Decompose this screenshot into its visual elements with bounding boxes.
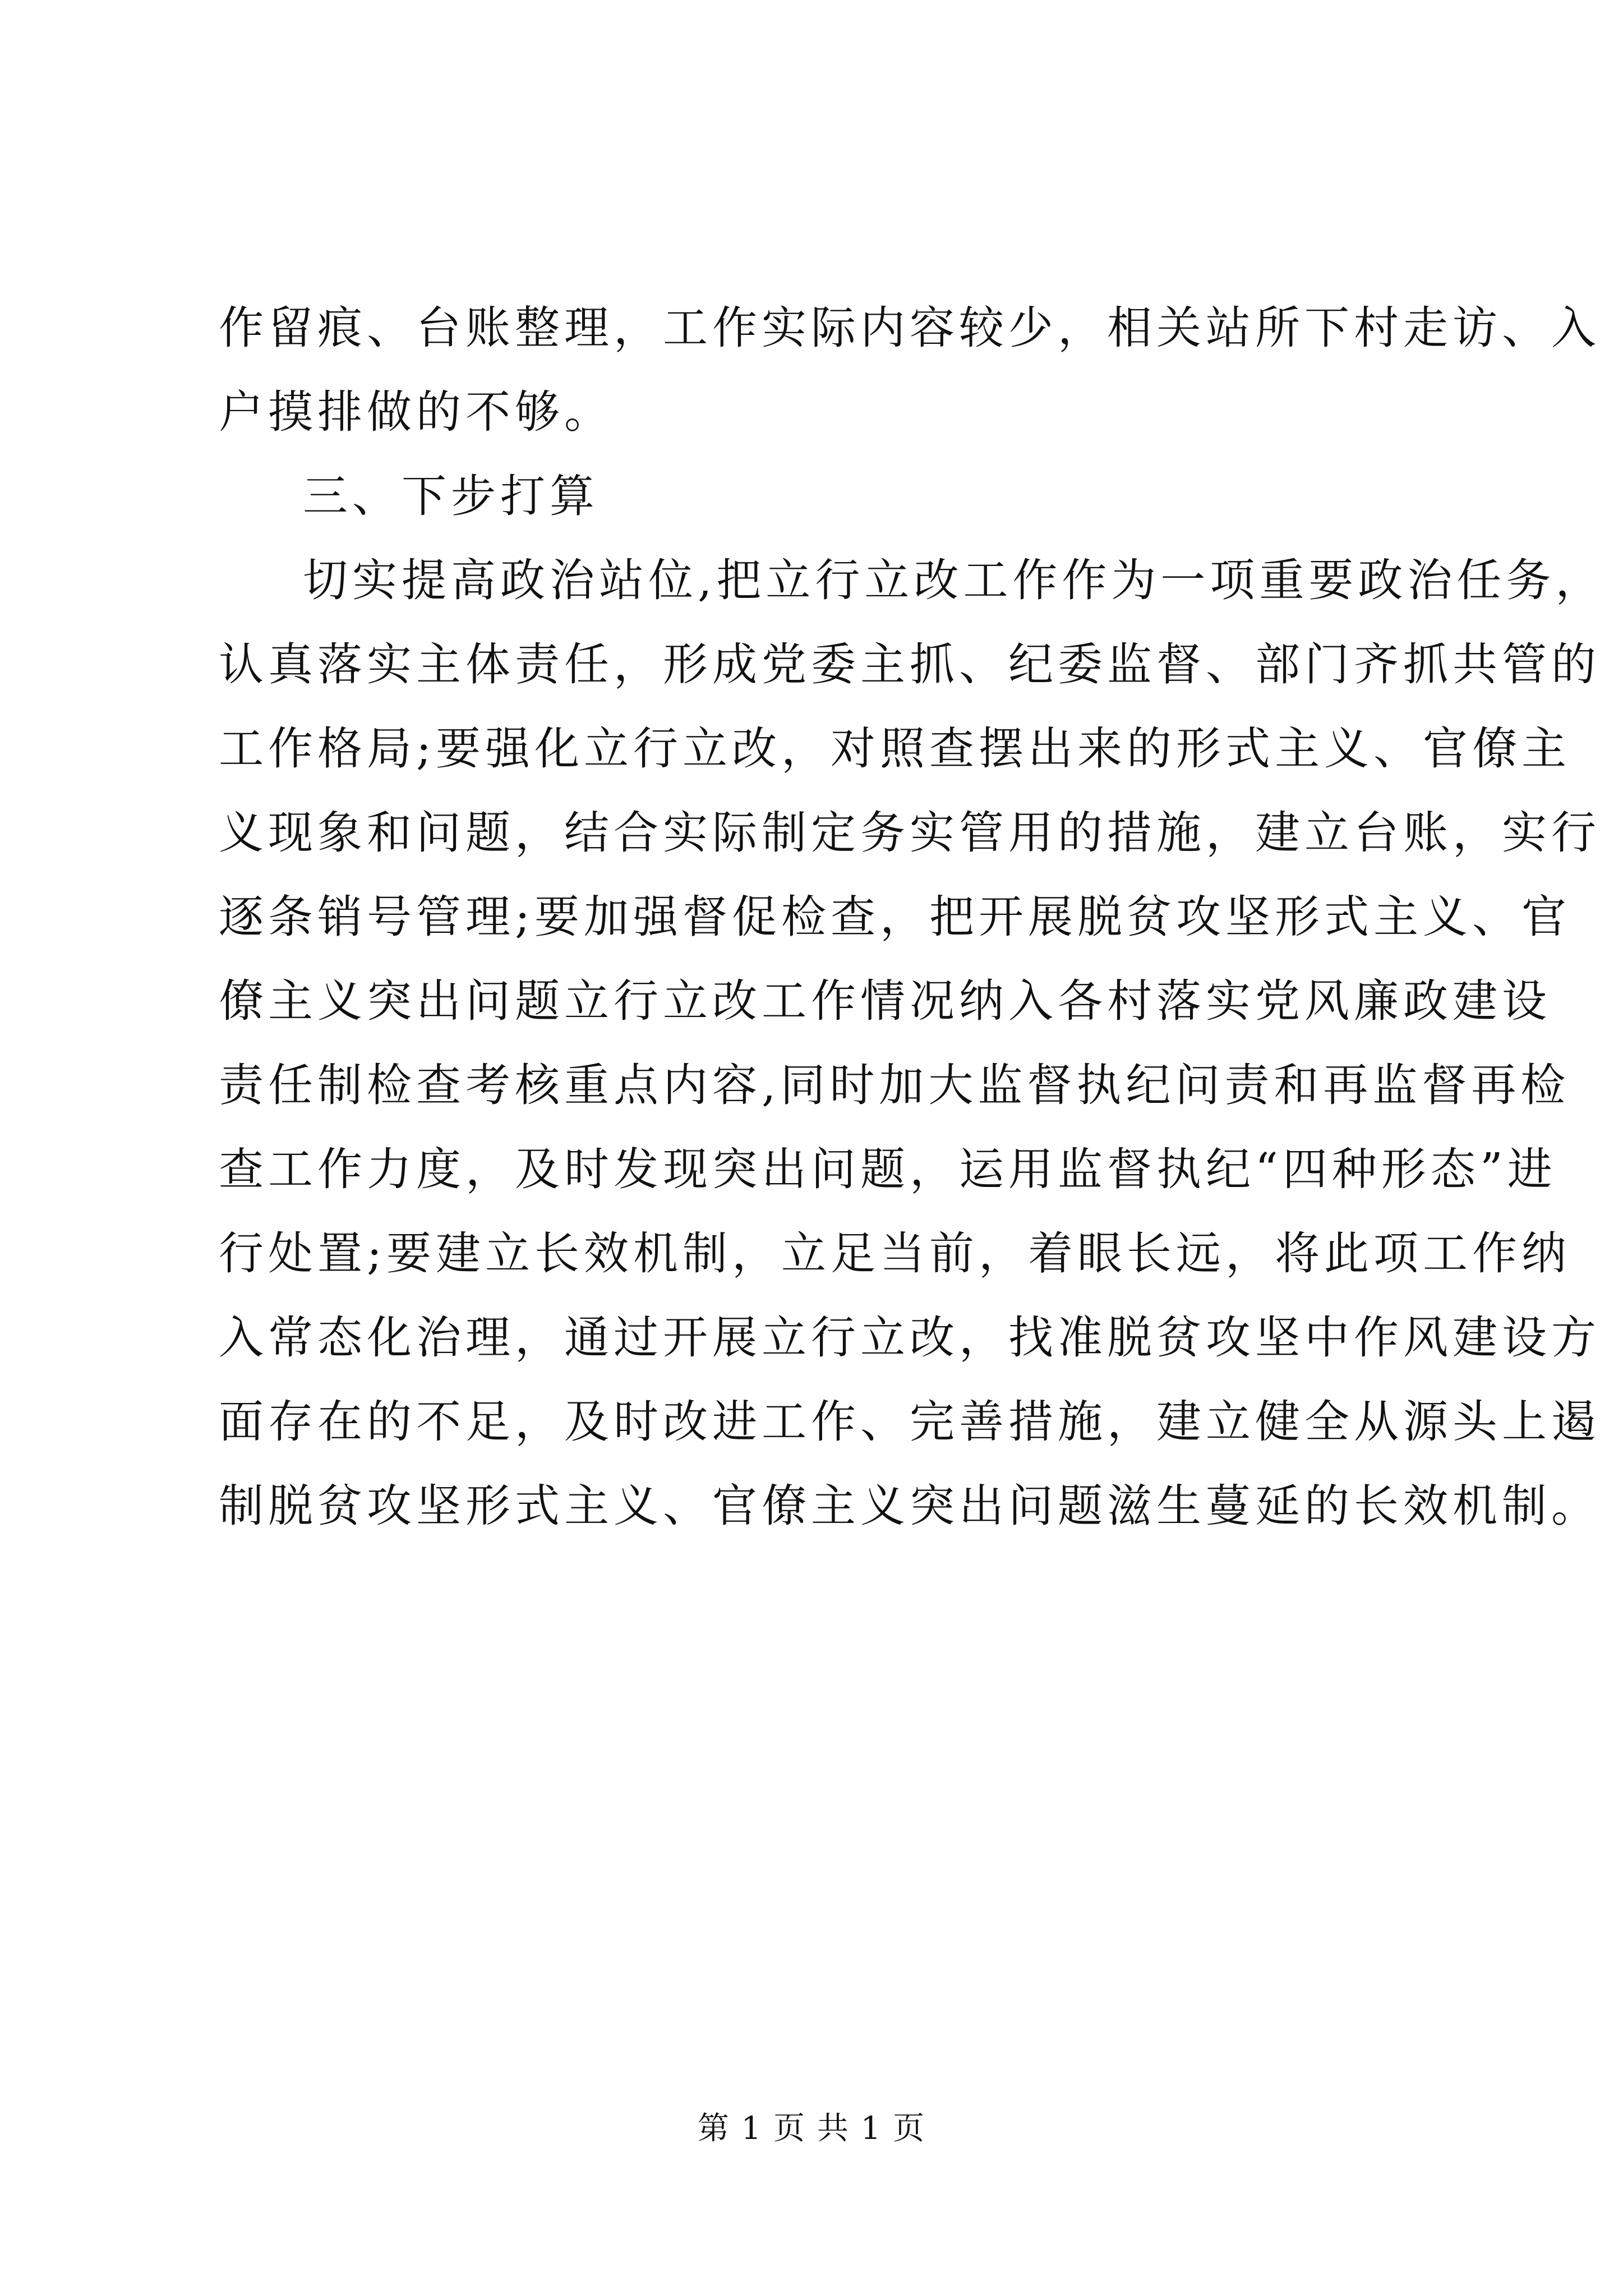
- text-line: 行处置;要建立长效机制，立足当前，着眼长远，将此项工作纳: [219, 1227, 1571, 1280]
- text-line: 责任制检查考核重点内容,同时加大监督执纪问责和再监督再检: [219, 1059, 1570, 1111]
- text-line: 户摸排做的不够。: [219, 386, 614, 438]
- text-line: 制脱贫攻坚形式主义、官僚主义突出问题滋生蔓延的长效机制。: [219, 1480, 1601, 1532]
- text-line: 认真落实主体责任，形成党委主抓、纪委监督、部门齐抓共管的: [219, 638, 1601, 691]
- text-line: 入常态化治理，通过开展立行立改，找准脱贫攻坚中作风建设方: [219, 1312, 1601, 1364]
- page-number-footer: 第 1 页 共 1 页: [697, 2110, 926, 2147]
- text-line: 作留痕、台账整理，工作实际内容较少，相关站所下村走访、入: [219, 302, 1601, 354]
- text-line: 查工作力度，及时发现突出问题，运用监督执纪“四种形态”进: [219, 1143, 1557, 1195]
- text-line: 僚主义突出问题立行立改工作情况纳入各村落实党风廉政建设: [219, 975, 1551, 1027]
- text-line: 工作格局;要强化立行立改，对照查摆出来的形式主义、官僚主: [219, 723, 1571, 775]
- paragraph-first-line: 切实提高政治站位,把立行立改工作作为一项重要政治任务，: [303, 554, 1605, 606]
- section-heading: 三、下步打算: [303, 470, 599, 522]
- text-line: 逐条销号管理;要加强督促检查，把开展脱贫攻坚形式主义、官: [219, 891, 1571, 943]
- text-line: 义现象和问题，结合实际制定务实管用的措施，建立台账，实行: [219, 807, 1601, 859]
- text-line: 面存在的不足，及时改进工作、完善措施，建立健全从源头上遏: [219, 1396, 1601, 1448]
